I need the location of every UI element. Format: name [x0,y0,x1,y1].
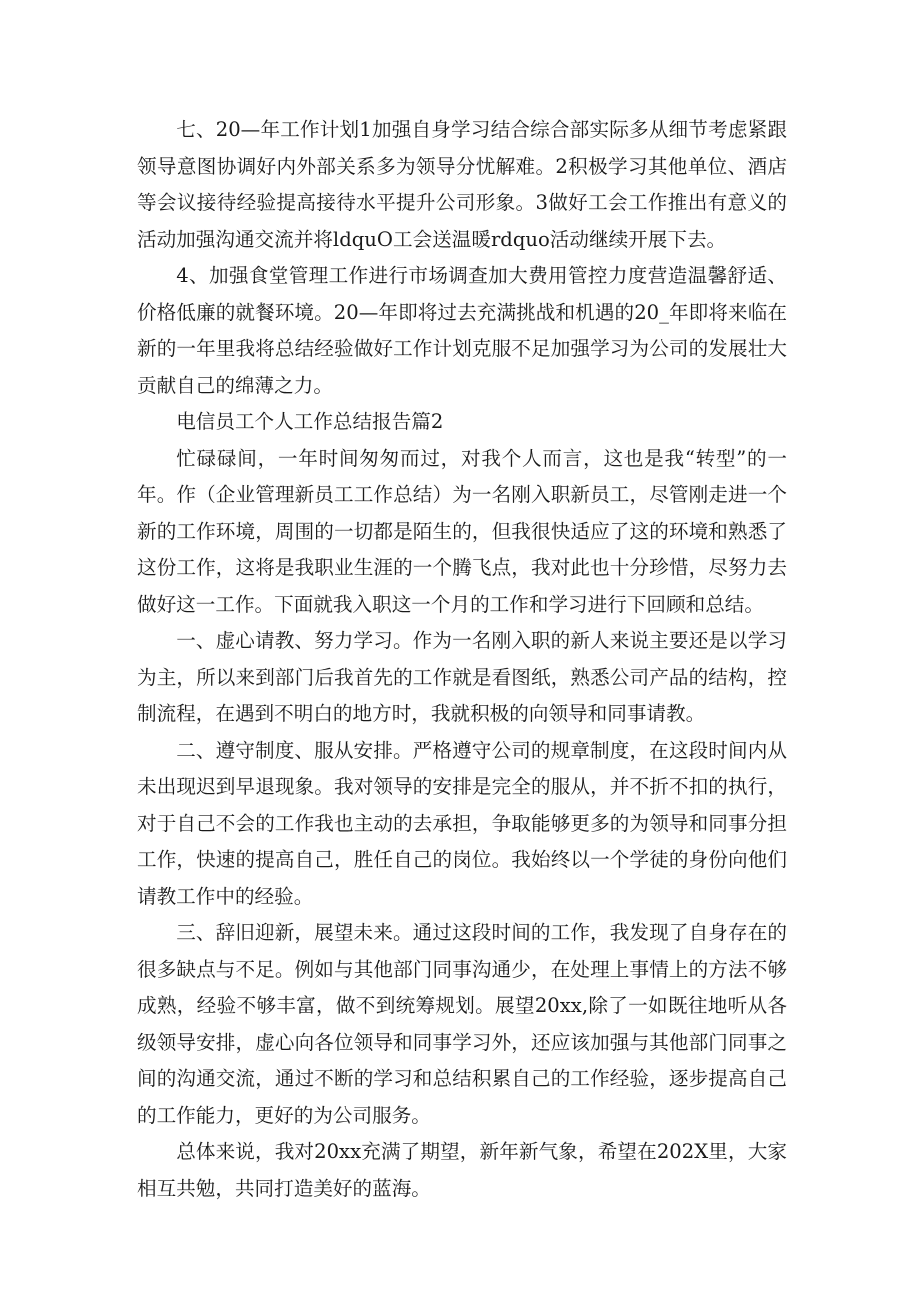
paragraph-learning: 一、虚心请教、努力学习。作为一名刚入职的新人来说主要还是以学习为主，所以来到部门后我首先的工作就是看图纸，熟悉公司产品的结构，控制流程，在遇到不明白的地方时，我就积极的向领导和同事请教。 [137,629,787,725]
paragraph-canteen: 4、加强食堂管理工作进行市场调查加大费用管控力度营造温馨舒适、价格低廉的就餐环境。20—年即将过去充满挑战和机遇的20_年即将来临在新的一年里我将总结经验做好工作计划克服不足加强学习为公司的发展壮大贡献自己的绵薄之力。 [137,264,787,397]
paragraph-conclusion: 总体来说，我对20xx充满了期望，新年新气象，希望在202X里，大家相互共勉，共同打造美好的蓝海。 [137,1140,787,1200]
document-body [137,112,787,1207]
paragraph-rules: 二、遵守制度、服从安排。严格遵守公司的规章制度，在这段时间内从未出现迟到早退现象。我对领导的安排是完全的服从，并不折不扣的执行，对于自己不会的工作我也主动的去承担，争取能够更多的为领导和同事分担工作，快速的提高自己，胜任自己的岗位。我始终以一个学徒的身份向他们请教工作中的经验。 [137,738,787,908]
paragraph-work-plan: 七、20—年工作计划1加强自身学习结合综合部实际多从细节考虑紧跟领导意图协调好内外部关系多为领导分忧解难。2积极学习其他单位、酒店等会议接待经验提高接待水平提升公司形象。3做好工会工作推出有意义的活动加强沟通交流并将ldquO工会送温暖rdquo活动继续开展下去。 [137,118,787,251]
section-heading: 电信员工个人工作总结报告篇2 [176,410,444,433]
paragraph-outlook: 三、辞旧迎新，展望未来。通过这段时间的工作，我发现了自身存在的很多缺点与不足。例如与其他部门同事沟通少，在处理上事情上的方法不够成熟，经验不够丰富，做不到统筹规划。展望20xx,除了一如既往地听从各级领导安排，虚心向各位领导和同事学习外，还应该加强与其他部门同事之间的沟通交流，通过不断的学习和总结积累自己的工作经验，逐步提高自己的工作能力，更好的为公司服务。 [137,921,787,1127]
paragraph-intro: 忙碌碌间，一年时间匆匆而过，对我个人而言，这也是我“转型”的一年。作（企业管理新员工工作总结）为一名刚入职新员工，尽管刚走进一个新的工作环境，周围的一切都是陌生的，但我很快适应了这的环境和熟悉了这份工作，这将是我职业生涯的一个腾飞点，我对此也十分珍惜，尽努力去做好这一工作。下面就我入职这一个月的工作和学习进行下回顾和总结。 [137,446,787,616]
